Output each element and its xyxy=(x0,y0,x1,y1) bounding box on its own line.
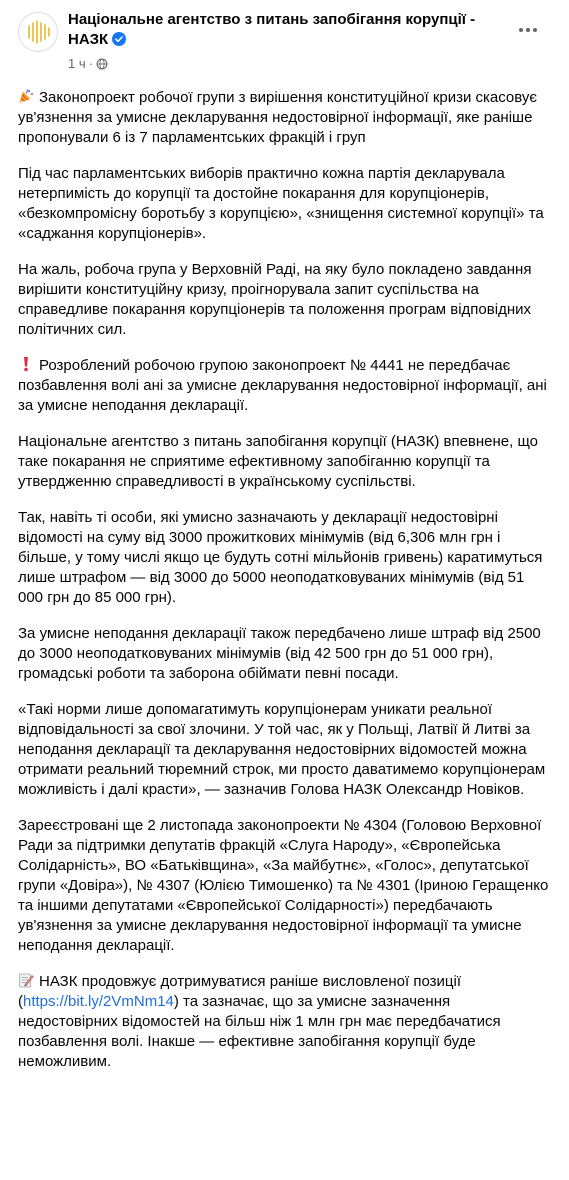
post-paragraph-text: «Такі норми лише допомагатимуть корупціонерам уникати реальної відповідальності за свої злочини. У той час, як у Польщі, Латвії й Литві за неподання декларації та декларування недостовірних відомостей можна отримати реальний тюремний строк, ми просто даватимемо корупціонерам можливість і далі красти», — зазначив Голова НАЗК Олександр Новіков. xyxy=(18,701,546,798)
post-paragraph-text: НАЗК продовжує дотримуватися раніше висловленої позиції ( xyxy=(18,973,461,1010)
post-paragraph xyxy=(18,432,553,492)
page-name[interactable]: Національне агентство з питань запобігання корупції - НАЗК xyxy=(68,11,476,48)
globe-icon xyxy=(96,58,108,70)
post-paragraph-text: За умисне неподання декларації також передбачено лише штраф від 2500 до 3000 неоподатковуваних мінімумів (від 42 500 грн до 51 000 грн), громадські роботи та заборона обіймати певні посади. xyxy=(18,625,541,682)
post-paragraph-text: Так, навіть ті особи, які умисно зазначають у декларації недостовірні відомості на суму від 3000 прожиткових мінімумів (від 6,306 млн грн і більше, у тому числі якщо це будуть сотні мільйонів гривень) каратимуться лише штрафом — від 3000 до 5000 неоподатковуваних мінімумів (від 51 000 грн до 85 000 грн). xyxy=(18,509,543,606)
more-options-button[interactable] xyxy=(510,16,546,44)
post-paragraph xyxy=(18,508,553,608)
party-popper-icon xyxy=(18,88,34,104)
post-meta xyxy=(68,56,108,72)
nazk-logo-icon xyxy=(19,13,57,51)
post-paragraph-text: Розроблений робочою групою законопроект № 4441 не передбачає позбавлення волі ані за умисне декларування недостовірної інформації, ані за умисне неподання декларації. xyxy=(18,357,547,414)
post-paragraph-text: Національне агентство з питань запобігання корупції (НАЗК) впевнене, що таке покарання не сприятиме ефективному запобіганню корупції та утвердженню справедливості в українському суспільстві. xyxy=(18,433,538,490)
post-paragraph-text: Під час парламентських виборів практично кожна партія декларувала нетерпимість до корупції та достойне покарання для корупціонерів, «безкомпромісну боротьбу з корупцією», «знищення системної корупції» та «саджання корупціонерів». xyxy=(18,165,544,242)
post-paragraph-text: Зареєстровані ще 2 листопада законопроекти № 4304 (Головою Верховної Ради за підтримки депутатів фракцій «Слуга Народу», «Європейська Солідарність», ВО «Батьківщина», «За майбутнє», «Голос», депутатської групи «Довіра»), № 4307 (Юлією Тимошенко) та № 4301 (Іриною Геращенко та іншими депутатами «Європейської Солідарності») передбачають ув'язнення за умисне декларування недостовірної інформації та умисне неподання декларації. xyxy=(18,817,549,954)
post-paragraph xyxy=(18,164,553,244)
post-paragraph-text: На жаль, робоча група у Верховній Раді, на яку було покладено завдання вирішити конституційну кризу, проігнорувала запит суспільства на справедливе покарання корупціонерів та положення програм відповідних політичних сил. xyxy=(18,261,532,338)
post-paragraph xyxy=(18,816,553,956)
post-paragraph-text: ) та зазначає, що за умисне зазначення недостовірних відомостей на більш ніж 1 млн грн має передбачатися позбавлення волі. Інакше — ефективне запобігання корупції буде неможливим. xyxy=(18,993,501,1070)
post-paragraph xyxy=(18,700,553,800)
post-paragraph xyxy=(18,972,553,1072)
verified-badge-icon xyxy=(112,32,126,46)
more-options-icon xyxy=(518,27,538,33)
post-paragraph-text: Законопроект робочої групи з вирішення конституційної кризи скасовує ув'язнення за умисне декларування недостовірної інформації, яке раніше пропонували 6 із 7 парламентських фракцій і груп xyxy=(18,89,538,146)
meta-separator: · xyxy=(88,56,93,71)
post-body xyxy=(18,88,553,1088)
red-exclamation-icon xyxy=(18,356,34,372)
page-avatar[interactable] xyxy=(18,12,58,52)
post-link[interactable]: https://bit.ly/2VmNm14 xyxy=(23,993,174,1010)
memo-icon xyxy=(18,972,34,988)
page-name-link[interactable] xyxy=(68,10,508,50)
post-paragraph xyxy=(18,88,553,148)
post-paragraph xyxy=(18,260,553,340)
post-paragraph xyxy=(18,356,553,416)
post-timestamp[interactable]: 1 ч xyxy=(68,56,86,71)
post-paragraph xyxy=(18,624,553,684)
post-header xyxy=(0,0,569,82)
